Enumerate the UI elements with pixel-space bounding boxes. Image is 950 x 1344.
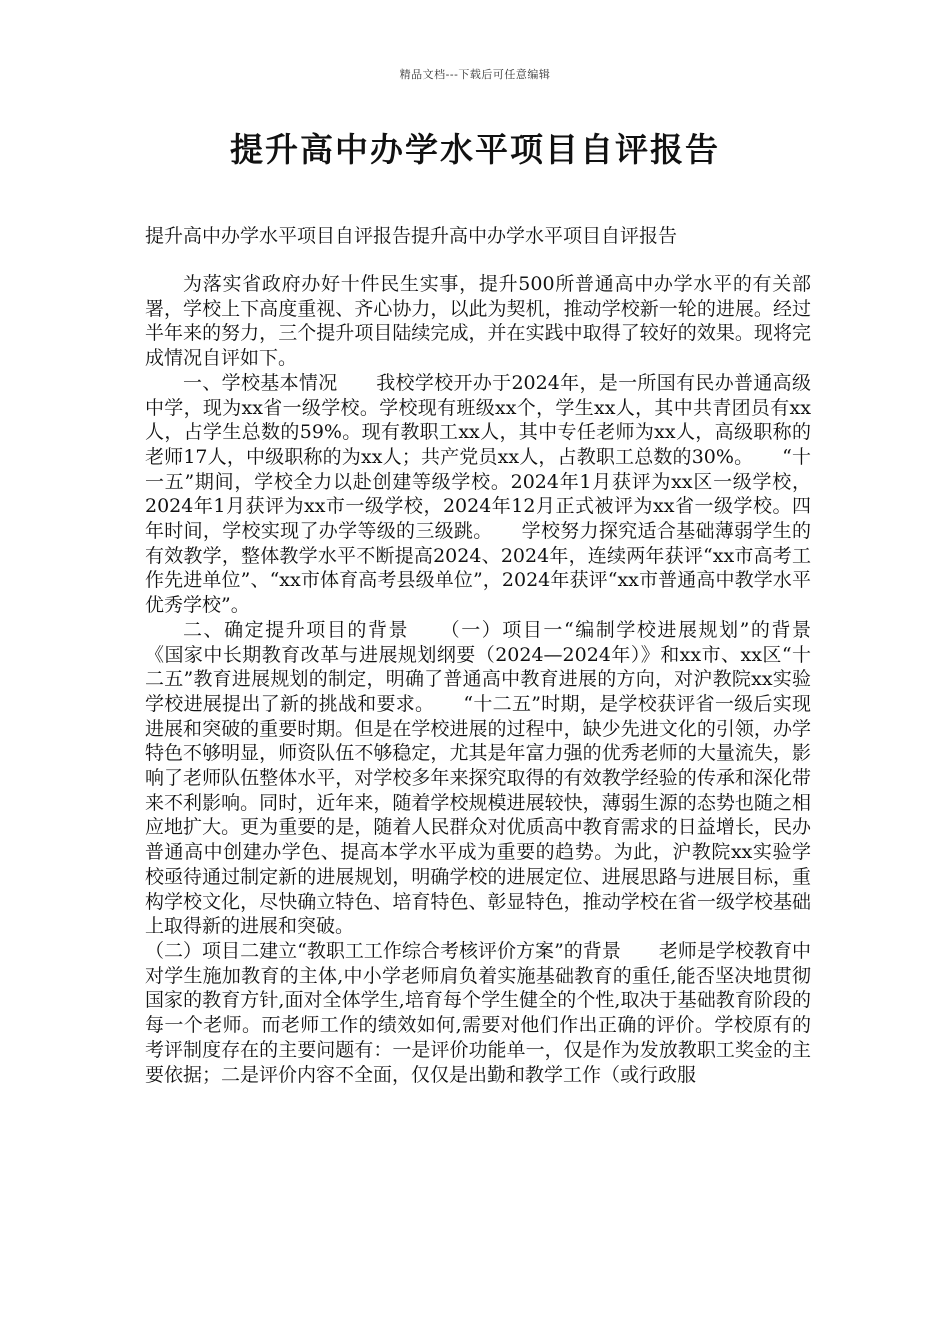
document-title: 提升高中办学水平项目自评报告	[230, 130, 720, 169]
paragraph-school-overview: 一、学校基本情况 我校学校开办于2024年，是一所国有民办普通高级中学，现为xx省一级学校。学校现有班级xx个，学生xx人，其中共青团员有xx人，占学生总数的59%。现有教职工xx人，其中专任老师为xx人，高级职称的老师17人，中级职称的为xx人；共产党员xx人，占教职工总数的30%。 “十一五”期间，学校全力以赴创建等级学校。2024年1月获评为xx区一级学校，2024年1月获评为xx市一级学校，2024年12月正式被评为xx省一级学校。四年时间，学校实现了办学等级的三级跳。 学校努力探究适合基础薄弱学生的有效教学，整体教学水平不断提高2024、2024年，连续两年获评“xx市高考工作先进单位”、“xx市体育高考县级单位”，2024年获评“xx市普通高中教学水平优秀学校”。	[145, 371, 811, 617]
paragraph-project-two: （二）项目二建立“教职工工作综合考核评价方案”的背景 老师是学校教育中对学生施加教育的主体,中小学老师肩负着实施基础教育的重任,能否坚决地贯彻国家的教育方针,面对全体学生,培育每个学生健全的个性,取决于基础教育阶段的每一个老师。而老师工作的绩效如何,需要对他们作出正确的评价。学校原有的考评制度存在的主要问题有：一是评价功能单一，仅是作为发放教职工奖金的主要依据；二是评价内容不全面，仅仅是出勤和教学工作（或行政服	[145, 939, 811, 1086]
document-subtitle: 提升高中办学水平项目自评报告提升高中办学水平项目自评报告	[145, 225, 678, 247]
paragraph-project-background: 二、确定提升项目的背景 （一）项目一“编制学校进展规划”的背景 《国家中长期教育改革与进展规划纲要（2024—2024年）》和xx市、xx区“十二五”教育进展规划的制定，明确了普通高中教育进展的方向，对沪教院xx实验学校进展提出了新的挑战和要求。 “十二五”时期，是学校获评省一级后实现进展和突破的重要时期。但是在学校进展的过程中，缺少先进文化的引领，办学特色不够明显，师资队伍不够稳定，尤其是年富力强的优秀老师的大量流失，影响了老师队伍整体水平，对学校多年来探究取得的有效教学经验的传承和深化带来不利影响。同时，近年来，随着学校规模进展较快，薄弱生源的态势也随之相应地扩大。更为重要的是，随着人民群众对优质高中教育需求的日益增长，民办普通高中创建办学色、提高本学水平成为重要的趋势。为此，沪教院xx实验学校亟待通过制定新的进展规划，明确学校的进展定位、进展思路与进展目标，重构学校文化，尽快确立特色、培育特色、彰显特色，推动学校在省一级学校基础上取得新的进展和突破。	[145, 618, 850, 938]
document-body	[145, 272, 850, 1087]
page-header-watermark: 精品文档---下载后可任意编辑	[399, 68, 551, 81]
paragraph-intro: 为落实省政府办好十件民生实事，提升500所普通高中办学水平的有关部署，学校上下高度重视、齐心协力，以此为契机，推动学校新一轮的进展。经过半年来的努力，三个提升项目陆续完成，并在实践中取得了较好的效果。现将完成情况自评如下。	[145, 273, 811, 370]
